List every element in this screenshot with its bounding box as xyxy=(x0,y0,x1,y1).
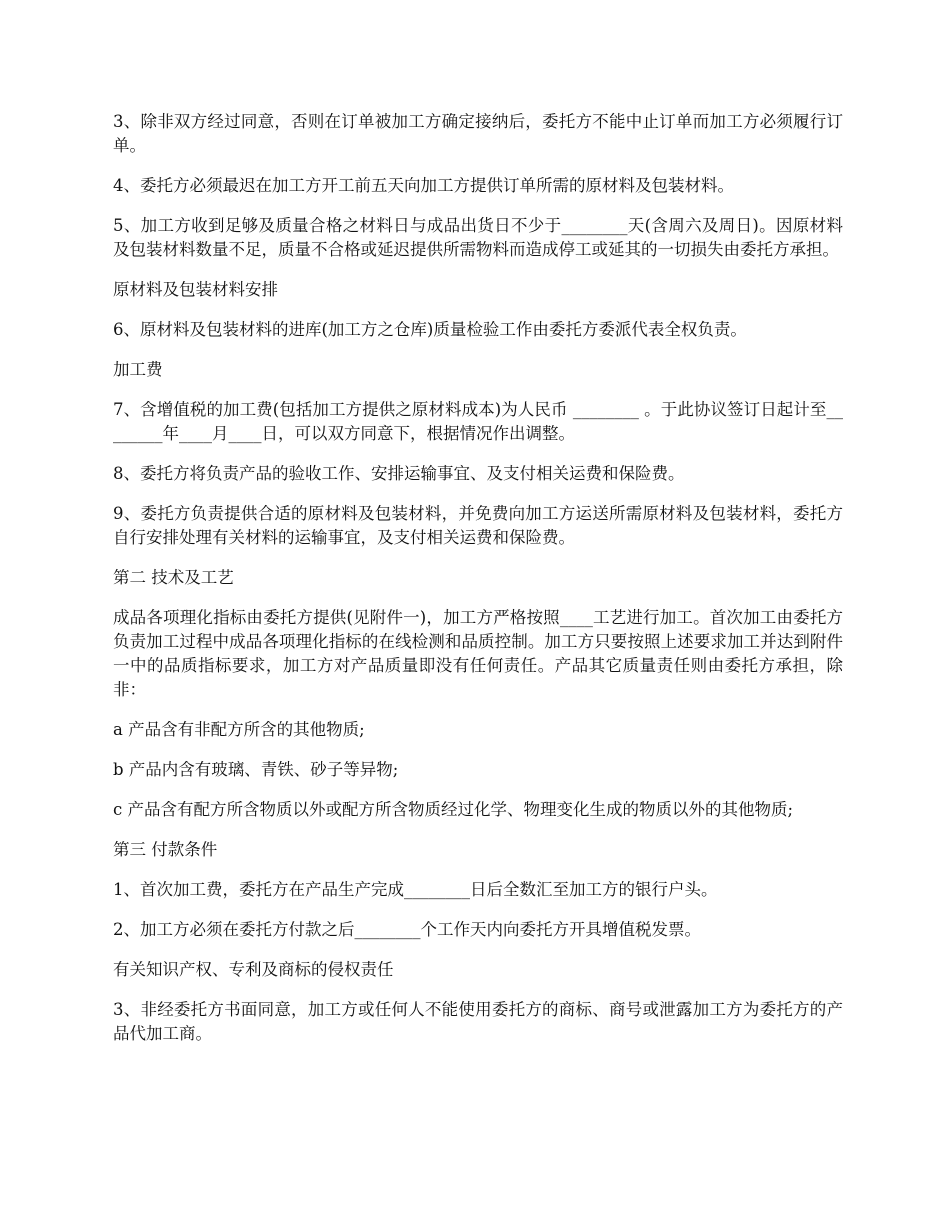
exception-item-b: b 产品内含有玻璃、青铁、砂子等异物; xyxy=(113,760,399,779)
clause-8-acceptance-transport: 8、委托方将负责产品的验收工作、安排运输事宜、及支付相关运费和保险费。 xyxy=(113,464,685,483)
payment-clause-2: 2、加工方必须在委托方付款之后________个工作天内向委托方开具增值税发票。 xyxy=(113,920,701,939)
clause-7-fee-amount: 7、含增值税的加工费(包括加工方提供之原材料成本)为人民币 ________ 。于此协议签订日起计至________年____月____日，可以双方同意下，根据情况作出调整。 xyxy=(113,400,843,443)
ip-clause-3: 3、非经委托方书面同意，加工方或任何人不能使用委托方的商标、商号或泄露加工方为委托方的产品代加工商。 xyxy=(113,1000,843,1043)
clause-9-material-transport: 9、委托方负责提供合适的原材料及包装材料，并免费向加工方运送所需原材料及包装材料，委托方自行安排处理有关材料的运输事宜，及支付相关运费和保险费。 xyxy=(113,504,843,547)
clause-6-quality-inspection: 6、原材料及包装材料的进库(加工方之仓库)质量检验工作由委托方委派代表全权负责。 xyxy=(113,320,747,339)
quality-responsibility-paragraph: 成品各项理化指标由委托方提供(见附件一)，加工方严格按照____工艺进行加工。首次加工由委托方负责加工过程中成品各项理化指标的在线检测和品质控制。加工方只要按照上述要求加工并达到附件一中的品质指标要求，加工方对产品质量即没有任何责任。产品其它质量责任则由委托方承担，除非： xyxy=(113,608,843,699)
section-heading-processing-fee: 加工费 xyxy=(113,360,163,379)
section-heading-payment: 第三 付款条件 xyxy=(113,840,218,859)
exception-item-c: c 产品含有配方所含物质以外或配方所含物质经过化学、物理变化生成的物质以外的其他物质; xyxy=(113,800,794,819)
section-heading-ip: 有关知识产权、专利及商标的侵权责任 xyxy=(113,960,394,979)
exception-item-a: a 产品含有非配方所含的其他物质; xyxy=(113,720,365,739)
clause-3-order-cancellation: 3、除非双方经过同意，否则在订单被加工方确定接纳后，委托方不能中止订单而加工方必须履行订单。 xyxy=(113,112,843,155)
payment-clause-1: 1、首次加工费，委托方在产品生产完成________日后全数汇至加工方的银行户头。 xyxy=(113,880,718,899)
clause-5-delivery-days: 5、加工方收到足够及质量合格之材料日与成品出货日不少于________天(含周六及周日)。因原材料及包装材料数量不足，质量不合格或延迟提供所需物料而造成停工或延其的一切损失由委托方承担。 xyxy=(113,216,843,259)
section-heading-materials: 原材料及包装材料安排 xyxy=(113,280,278,299)
document-body xyxy=(113,110,843,1062)
clause-4-material-supply: 4、委托方必须最迟在加工方开工前五天向加工方提供订单所需的原材料及包装材料。 xyxy=(113,176,734,195)
section-heading-technology: 第二 技术及工艺 xyxy=(113,568,234,587)
